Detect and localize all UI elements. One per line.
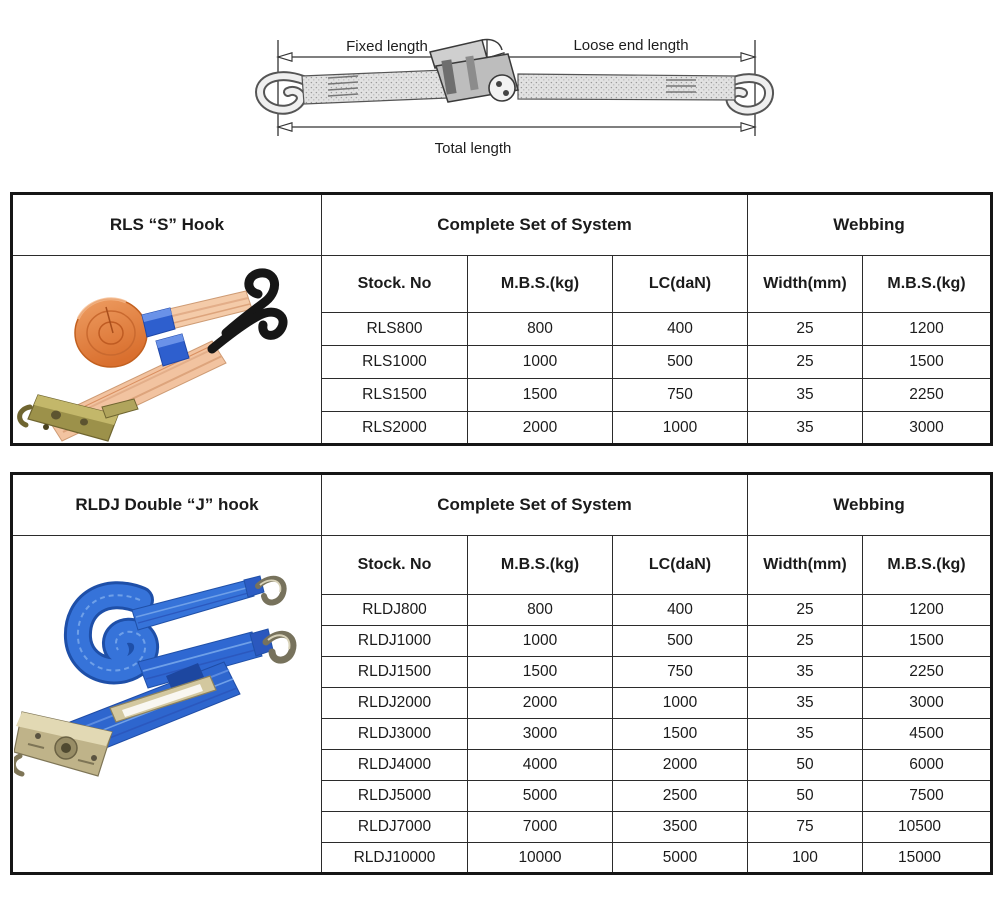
rldj-cell-0-lc-dan: 400 — [613, 595, 748, 626]
rldj-cell-7-lc-dan: 3500 — [613, 812, 748, 843]
rldj-cell-7-stock-no: RLDJ7000 — [322, 812, 468, 843]
rldj-cell-8-stock-no: RLDJ10000 — [322, 843, 468, 874]
column-header-row — [12, 536, 992, 595]
rls-cell-3-lc-dan: 1000 — [613, 412, 748, 445]
rldj-cell-5-lc-dan: 2000 — [613, 750, 748, 781]
rldj-cell-1-mbs-kg: 1000 — [468, 626, 613, 657]
rls-cell-1-webbing-mbs-kg: 1500 — [863, 346, 992, 379]
rls-cell-0-lc-dan: 400 — [613, 313, 748, 346]
rldj-cell-3-width-mm: 35 — [748, 688, 863, 719]
rldj-cell-5-webbing-mbs-kg: 6000 — [863, 750, 992, 781]
rldj-cell-8-mbs-kg: 10000 — [468, 843, 613, 874]
rls-cell-1-mbs-kg: 1000 — [468, 346, 613, 379]
rldj-cell-2-stock-no: RLDJ1500 — [322, 657, 468, 688]
rldj-cell-0-mbs-kg: 800 — [468, 595, 613, 626]
rls-product-photo-cell — [12, 256, 322, 445]
rls-cell-0-width-mm: 25 — [748, 313, 863, 346]
col-header-webbing-mbs-kg: M.B.S.(kg) — [863, 256, 992, 313]
col-header-width-mm: Width(mm) — [748, 536, 863, 595]
complete-set-header: Complete Set of System — [322, 194, 748, 256]
rldj-title: RLDJ Double “J” hook — [12, 474, 322, 536]
rldj-cell-2-width-mm: 35 — [748, 657, 863, 688]
rldj-cell-8-webbing-mbs-kg: 15000 — [863, 843, 992, 874]
strap-length-diagram — [230, 26, 778, 176]
rls-title: RLS “S” Hook — [12, 194, 322, 256]
rldj-cell-2-mbs-kg: 1500 — [468, 657, 613, 688]
rldj-cell-7-mbs-kg: 7000 — [468, 812, 613, 843]
rldj-cell-1-stock-no: RLDJ1000 — [322, 626, 468, 657]
rls-cell-3-webbing-mbs-kg: 3000 — [863, 412, 992, 445]
rls-cell-0-mbs-kg: 800 — [468, 313, 613, 346]
rls-product-photo — [14, 257, 320, 443]
column-header-row — [12, 256, 992, 313]
rldj-cell-3-mbs-kg: 2000 — [468, 688, 613, 719]
rldj-cell-2-webbing-mbs-kg: 2250 — [863, 657, 992, 688]
spec-table-rls — [10, 192, 993, 446]
rls-cell-2-webbing-mbs-kg: 2250 — [863, 379, 992, 412]
webbing-header: Webbing — [748, 194, 992, 256]
complete-set-header: Complete Set of System — [322, 474, 748, 536]
spec-table-rldj — [10, 472, 993, 875]
rldj-cell-4-webbing-mbs-kg: 4500 — [863, 719, 992, 750]
col-header-stock-no: Stock. No — [322, 536, 468, 595]
rldj-product-photo — [14, 560, 320, 848]
rls-cell-3-width-mm: 35 — [748, 412, 863, 445]
col-header-stock-no: Stock. No — [322, 256, 468, 313]
rldj-cell-8-lc-dan: 5000 — [613, 843, 748, 874]
webbing-coil — [75, 298, 147, 366]
rldj-cell-3-webbing-mbs-kg: 3000 — [863, 688, 992, 719]
rldj-product-photo-cell — [12, 536, 322, 874]
rldj-cell-1-width-mm: 25 — [748, 626, 863, 657]
rls-cell-1-stock-no: RLS1000 — [322, 346, 468, 379]
rldj-cell-6-mbs-kg: 5000 — [468, 781, 613, 812]
rls-cell-2-width-mm: 35 — [748, 379, 863, 412]
col-header-lc-dan: LC(daN) — [613, 536, 748, 595]
rldj-cell-1-lc-dan: 500 — [613, 626, 748, 657]
rls-spec-section — [10, 192, 991, 446]
webbing-header: Webbing — [748, 474, 992, 536]
rldj-cell-4-mbs-kg: 3000 — [468, 719, 613, 750]
total-length-label: Total length — [434, 140, 512, 157]
rldj-cell-3-stock-no: RLDJ2000 — [322, 688, 468, 719]
rls-cell-1-lc-dan: 500 — [613, 346, 748, 379]
rls-cell-3-mbs-kg: 2000 — [468, 412, 613, 445]
col-header-mbs-kg: M.B.S.(kg) — [468, 536, 613, 595]
rldj-cell-4-stock-no: RLDJ3000 — [322, 719, 468, 750]
rls-cell-2-stock-no: RLS1500 — [322, 379, 468, 412]
rldj-cell-4-lc-dan: 1500 — [613, 719, 748, 750]
rldj-cell-6-lc-dan: 2500 — [613, 781, 748, 812]
rldj-cell-6-stock-no: RLDJ5000 — [322, 781, 468, 812]
rldj-cell-6-webbing-mbs-kg: 7500 — [863, 781, 992, 812]
rldj-cell-0-stock-no: RLDJ800 — [322, 595, 468, 626]
rldj-cell-0-webbing-mbs-kg: 1200 — [863, 595, 992, 626]
rls-cell-2-lc-dan: 750 — [613, 379, 748, 412]
rldj-cell-8-width-mm: 100 — [748, 843, 863, 874]
col-header-lc-dan: LC(daN) — [613, 256, 748, 313]
rldj-cell-5-stock-no: RLDJ4000 — [322, 750, 468, 781]
fixed-length-label: Fixed length — [346, 38, 428, 55]
col-header-mbs-kg: M.B.S.(kg) — [468, 256, 613, 313]
rldj-cell-3-lc-dan: 1000 — [613, 688, 748, 719]
rls-cell-3-stock-no: RLS2000 — [322, 412, 468, 445]
rldj-cell-2-lc-dan: 750 — [613, 657, 748, 688]
col-header-width-mm: Width(mm) — [748, 256, 863, 313]
rldj-spec-section — [10, 472, 991, 875]
col-header-webbing-mbs-kg: M.B.S.(kg) — [863, 536, 992, 595]
group-header-row — [12, 474, 992, 536]
rls-cell-0-stock-no: RLS800 — [322, 313, 468, 346]
rldj-cell-7-width-mm: 75 — [748, 812, 863, 843]
rldj-cell-0-width-mm: 25 — [748, 595, 863, 626]
rldj-cell-6-width-mm: 50 — [748, 781, 863, 812]
webbing-loop — [78, 595, 145, 670]
loose-end-length-label: Loose end length — [573, 37, 689, 54]
rldj-cell-7-webbing-mbs-kg: 10500 — [863, 812, 992, 843]
rldj-cell-1-webbing-mbs-kg: 1500 — [863, 626, 992, 657]
rls-cell-1-width-mm: 25 — [748, 346, 863, 379]
rldj-cell-5-width-mm: 50 — [748, 750, 863, 781]
group-header-row — [12, 194, 992, 256]
rldj-cell-4-width-mm: 35 — [748, 719, 863, 750]
rls-cell-2-mbs-kg: 1500 — [468, 379, 613, 412]
rls-cell-0-webbing-mbs-kg: 1200 — [863, 313, 992, 346]
rldj-cell-5-mbs-kg: 4000 — [468, 750, 613, 781]
